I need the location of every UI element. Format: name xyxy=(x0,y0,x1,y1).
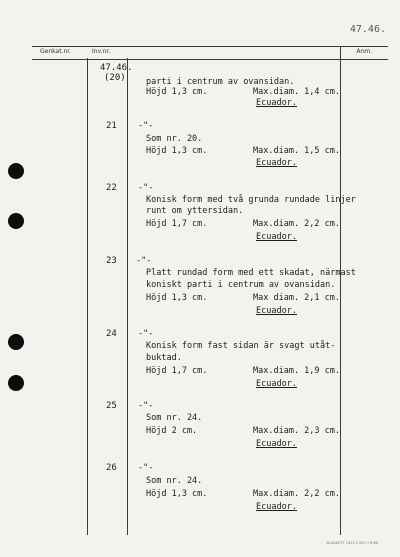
entry-description-line: Konisk form fast sidan är svagt utåt- xyxy=(146,341,336,351)
entry-number: 26 xyxy=(106,463,117,473)
entry-number: 21 xyxy=(106,121,117,131)
entry-diameter: Max.diam. 1,5 cm. xyxy=(253,146,340,156)
entry-diameter: Max.diam. 2,2 cm. xyxy=(253,489,340,499)
entry-origin: Ecuador. xyxy=(256,158,297,168)
entry-diameter: Max diam. 2,1 cm. xyxy=(253,293,340,303)
entry-description-line: Som nr. 24. xyxy=(146,413,203,423)
entry-diameter: Max.diam. 1,9 cm. xyxy=(253,366,340,376)
column-header-bar xyxy=(32,46,388,60)
column-rule-genkat xyxy=(87,58,88,535)
entry-description-line: Som nr. 24. xyxy=(146,476,203,486)
entry-height: Höjd 1,3 cm. xyxy=(146,489,208,499)
entry-height: Höjd 1,3 cm. xyxy=(146,146,208,156)
header-genkat: Genkat.nr. xyxy=(40,48,72,55)
entry-height: Höjd 1,7 cm. xyxy=(146,366,208,376)
entry-ditto-mark: -"- xyxy=(136,256,152,266)
entry-diameter: Max.diam. 2,3 cm. xyxy=(253,426,340,436)
entry-height: Höjd 1,3 cm. xyxy=(146,293,208,303)
punch-hole xyxy=(8,375,24,391)
entry-height: Höjd 1,7 cm. xyxy=(146,219,208,229)
entry-origin: Ecuador. xyxy=(256,379,297,389)
column-rule-anm xyxy=(340,46,341,535)
entry-number: 24 xyxy=(106,329,117,339)
entry-origin: Ecuador. xyxy=(256,306,297,316)
entry-number: 47.46. xyxy=(100,63,133,73)
entry-description-line: runt om yttersidan. xyxy=(146,206,244,216)
entry-description-line: koniskt parti i centrum av ovansidan. xyxy=(146,280,336,290)
entry-height: Höjd 2 cm. xyxy=(146,426,198,436)
entry-ditto-mark: -"- xyxy=(138,121,154,131)
entry-origin: Ecuador. xyxy=(256,439,297,449)
page-number: 47.46. xyxy=(349,24,386,35)
entry-origin: Ecuador. xyxy=(256,502,297,512)
entry-description-line: Konisk form med två grunda rundade linjer xyxy=(146,195,356,205)
entry-ditto-mark: -"- xyxy=(138,183,154,193)
entry-number-sub: (20) xyxy=(104,73,126,83)
entry-number: 22 xyxy=(106,183,117,193)
punch-hole xyxy=(8,213,24,229)
entry-origin: Ecuador. xyxy=(256,232,297,242)
entry-description-line: Platt rundad form med ett skadat, närmast xyxy=(146,268,356,278)
punch-hole xyxy=(8,334,24,350)
punch-hole xyxy=(8,163,24,179)
header-invnr: Inv.nr. xyxy=(92,48,111,55)
entry-number: 25 xyxy=(106,401,117,411)
entry-height: Höjd 1,3 cm. xyxy=(146,87,208,97)
form-footer: BLANKETT 1423 2.000 7.6.66 xyxy=(326,541,378,545)
entry-description-line: Som nr. 20. xyxy=(146,134,203,144)
entry-ditto-mark: -"- xyxy=(138,401,154,411)
entry-description-line: parti i centrum av ovansidan. xyxy=(146,77,295,87)
header-anm: Anm. xyxy=(356,48,372,55)
entry-origin: Ecuador. xyxy=(256,98,297,108)
entry-ditto-mark: -"- xyxy=(138,463,154,473)
entry-diameter: Max.diam. 2,2 cm. xyxy=(253,219,340,229)
entry-description-line: buktad. xyxy=(146,353,182,363)
entry-ditto-mark: -"- xyxy=(138,329,154,339)
entry-diameter: Max.diam. 1,4 cm. xyxy=(253,87,340,97)
entry-number: 23 xyxy=(106,256,117,266)
column-rule-invnr xyxy=(127,58,128,535)
